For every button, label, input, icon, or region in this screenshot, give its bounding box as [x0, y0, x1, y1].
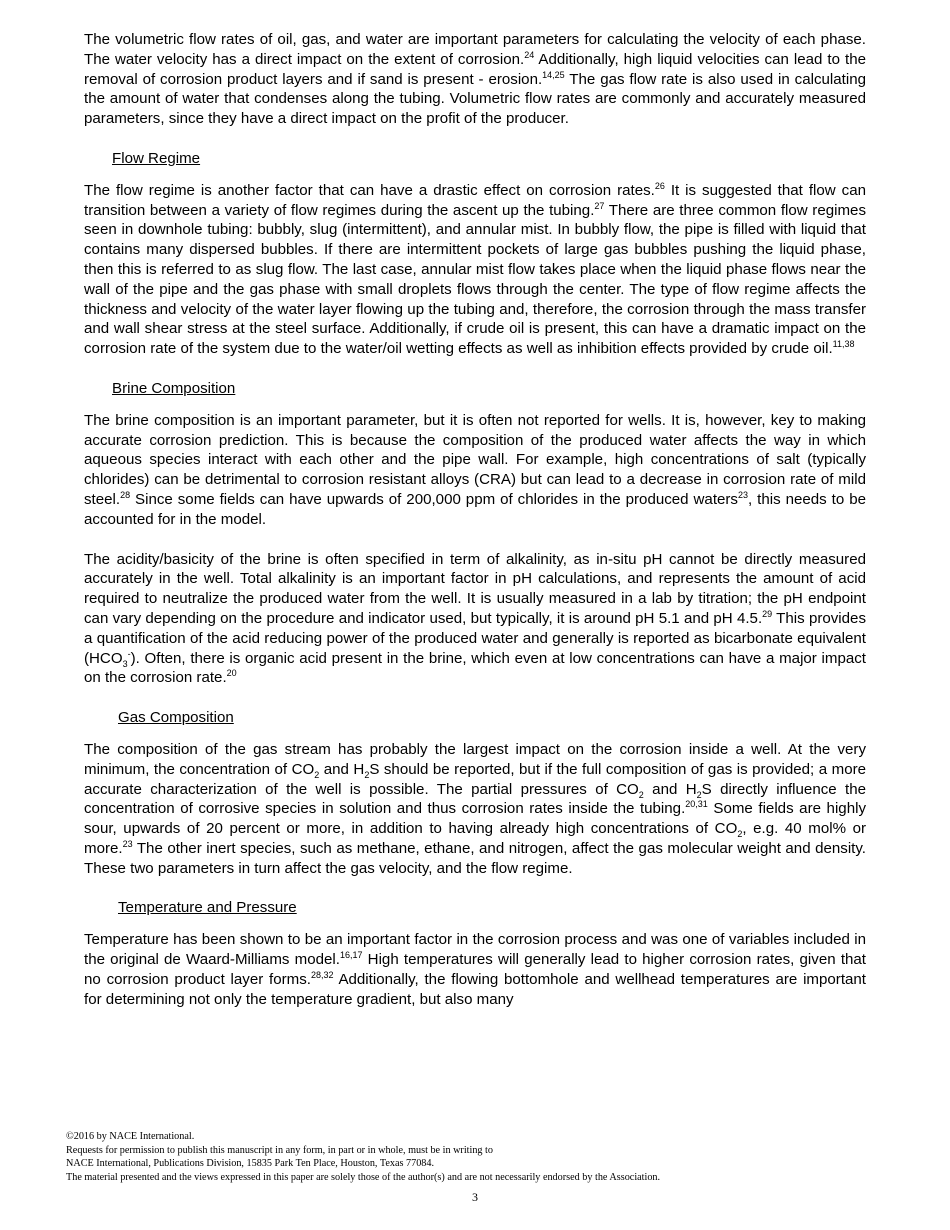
text-run: Temperature has been shown to be an important factor in the corrosion process and was one of variables included in the original de Waard-Milliams model.	[84, 931, 866, 969]
citation: 29	[762, 608, 773, 619]
text-run: Since some fields can have upwards of 200,000 ppm of chlorides in the produced waters	[130, 490, 738, 508]
text-run: The gas flow rate is also used in calculating the amount of water that condenses along the tubing. Volumetric flow rates are commonly and accurately measured parameters, since they have a direct impact on the profit of the producer.	[84, 70, 866, 128]
text-run: S directly influence the concentration of corrosive species in solution and thus corrosion rates inside the tubing.	[84, 780, 866, 818]
subscript: 2	[737, 829, 743, 840]
page-number: 3	[472, 1190, 478, 1204]
citation: 11,38	[832, 339, 855, 350]
text-run: There are three common flow regimes seen in downhole tubing: bubbly, slug (intermittent), and annular mist. In bubbly flow, the pipe is filled with liquid that contains many dispersed bubbles. If there are intermittent pockets of large gas bubbles pushing the liquid phase, then this is referred to as slug flow. The last case, annular mist flow takes place when the liquid phase flows near the wall of the pipe and the gas phase with small droplets flows through the center. The type of flow regime affects the thickness and velocity of the water layer flowing up the tubing and, therefore, the corrosion through the mass transfer and wall shear stress at the steel surface. Additionally, if crude oil is present, this can have a dramatic impact on the corrosion rate of the system due to the water/oil wetting effects as well as inhibition effects provided by crude oil.	[84, 201, 866, 358]
subscript: 2	[314, 769, 320, 780]
paragraph-temperature	[84, 930, 866, 1009]
citation: 20	[226, 668, 237, 679]
text-run: The other inert species, such as methane, ethane, and nitrogen, affect the gas molecular weight and density. These two parameters in turn affect the gas velocity, and the flow regime.	[84, 839, 866, 877]
footer-line: The material presented and the views expressed in this paper are solely those of the author(s) and are not necessarily endorsed by the Association.	[66, 1171, 661, 1183]
text-run: The brine composition is an important parameter, but it is often not reported for wells. It is, however, key to making accurate corrosion prediction. This is because the composition of the produced water affects the way in which aqueous species interact with each other and the pipe wall. For example, high concentrations of salt (typically chlorides) can be detrimental to corrosion resistant alloys (CRA) but can lead to a decrease in corrosion rate of mild steel.	[84, 411, 866, 508]
text-run: This provides a quantification of the acid reducing power of the produced water and generally is reported as bicarbonate equivalent (HCO	[84, 609, 866, 667]
paper-page	[84, 30, 866, 1009]
footer-line: NACE International, Publications Division, 15835 Park Ten Place, Houston, Texas 77084.	[66, 1158, 435, 1170]
text-run: ). Often, there is organic acid present in the brine, which even at low concentrations can have a major impact on the corrosion rate.	[84, 649, 866, 687]
paragraph-brine-composition	[84, 411, 866, 530]
text-run: The flow regime is another factor that can have a drastic effect on corrosion rates.	[84, 181, 655, 199]
citation: 26	[654, 180, 665, 191]
citation: 24	[524, 49, 535, 60]
footer-line: Requests for permission to publish this manuscript in any form, in part or in whole, must be in writing to	[66, 1144, 493, 1156]
citation: 28,32	[310, 969, 334, 980]
citation: 28	[120, 489, 131, 500]
text-run: High temperatures will generally lead to higher corrosion rates, given that no corrosion product layer forms.	[84, 951, 866, 988]
section-heading-brine-composition: Brine Composition	[112, 379, 236, 397]
text-run: , this needs to be accounted for in the model.	[84, 490, 866, 528]
paragraph-flow-rates	[84, 30, 866, 129]
text-run: S should be reported, but if the full composition of gas is provided; a more accurate characterization of the well is possible. The partial pressures of CO	[84, 760, 867, 798]
text-run: Additionally, the flowing bottomhole and wellhead temperatures are important for determining not only the temperature gradient, but also many	[84, 970, 866, 1008]
text-run: and H	[319, 760, 365, 778]
subscript: 2	[364, 769, 370, 780]
text-run: Additionally, high liquid velocities can lead to the removal of corrosion product layers and if sand is present - erosion.	[84, 50, 866, 88]
citation: 23	[122, 838, 133, 849]
text-run: The volumetric flow rates of oil, gas, and water are important parameters for calculating the velocity of each phase. The water velocity has a direct impact on the extent of corrosion.	[84, 31, 866, 68]
text-run: Some fields are highly sour, upwards of 20 percent or more, in addition to having already high concentrations of CO	[84, 800, 866, 838]
subscript: 3	[122, 658, 128, 669]
superscript: -	[127, 648, 131, 659]
section-heading-flow-regime: Flow Regime	[112, 149, 201, 167]
paragraph-flow-regime	[84, 181, 866, 359]
text-run: and H	[643, 780, 697, 798]
footer-line: ©2016 by NACE International.	[66, 1131, 195, 1142]
subscript: 2	[696, 789, 702, 800]
text-run: The composition of the gas stream has probably the largest impact on the corrosion inside a well. At the very minimum, the concentration of CO	[84, 740, 866, 778]
paragraph-gas-composition	[84, 740, 866, 879]
citation: 16,17	[339, 950, 363, 961]
citation: 27	[594, 200, 605, 211]
citation: 14,25	[542, 69, 565, 80]
paragraph-alkalinity	[84, 550, 866, 689]
section-heading-temperature-pressure: Temperature and Pressure	[118, 899, 297, 917]
subscript: 2	[638, 789, 644, 800]
text-run: , e.g. 40 mol% or more.	[84, 820, 866, 857]
text-run: The acidity/basicity of the brine is often specified in term of alkalinity, as in-situ pH cannot be directly measured accurately in the well. Total alkalinity is an important factor in pH calculations, and represents the amount of acid required to neutralize the produced water from the well. It is usually measured in a lab by titration; the pH endpoint can vary depending on the procedure and indicator used, but typically, it is around pH 5.1 and pH 4.5.	[84, 550, 866, 627]
citation: 20,31	[685, 799, 708, 810]
text-run: It is suggested that flow can transition between a variety of flow regimes during the ascent up the tubing.	[84, 181, 866, 219]
copyright-footer	[66, 1130, 896, 1184]
citation: 23	[737, 489, 748, 500]
section-heading-gas-composition: Gas Composition	[118, 709, 234, 727]
